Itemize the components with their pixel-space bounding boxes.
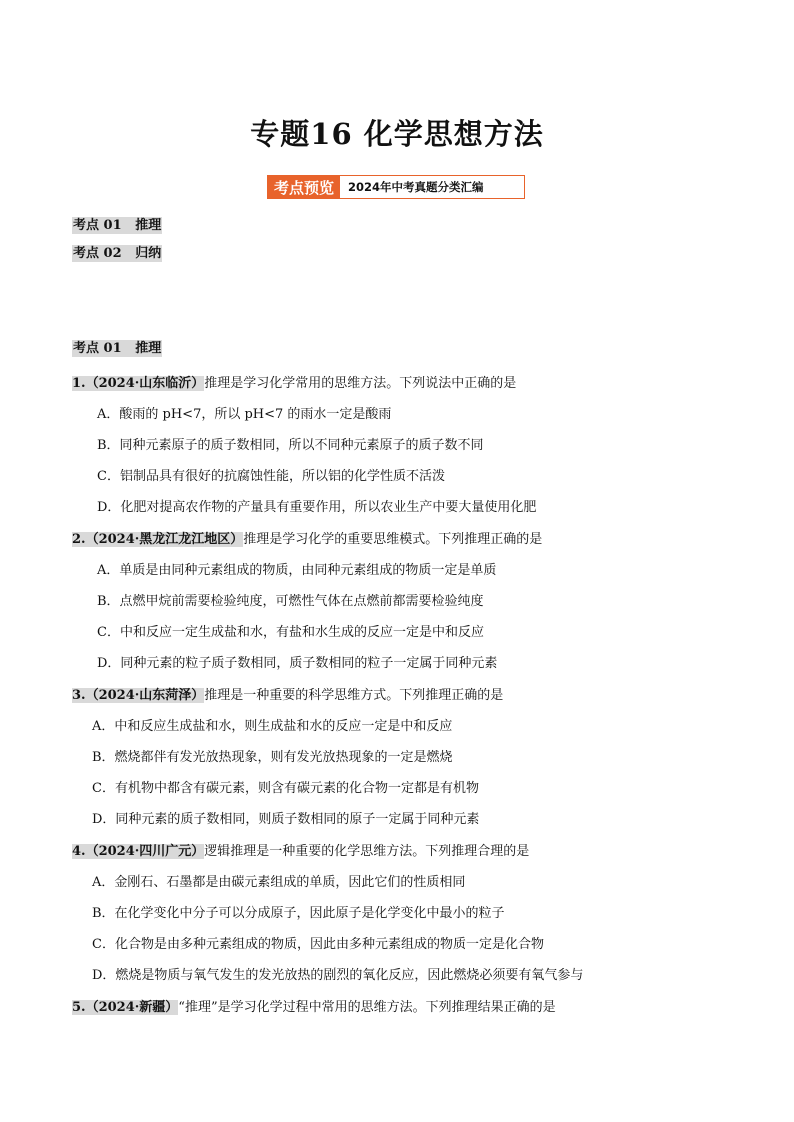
section-heading-label: 考点 01 推理 — [73, 341, 162, 356]
question-stem: 推理是学习化学常用的思维方法。下列说法中正确的是 — [204, 376, 517, 391]
question-number: 1. — [72, 376, 86, 391]
question — [72, 996, 556, 1015]
option: D．化肥对提高农作物的产量具有重要作用，所以农业生产中要大量使用化肥 — [97, 500, 537, 515]
option: D．同种元素的质子数相同，则质子数相同的原子一定属于同种元素 — [92, 812, 480, 827]
option: B．同种元素原子的质子数相同，所以不同种元素原子的质子数不同 — [97, 438, 484, 453]
question-source: （2024·黑龙江龙江地区） — [85, 532, 244, 547]
page-title: 专题16 化学思想方法 — [250, 117, 544, 151]
toc-item-label: 考点 01 推理 — [73, 218, 162, 233]
option: A．单质是由同种元素组成的物质，由同种元素组成的物质一定是单质 — [97, 563, 497, 578]
toc-item-label: 考点 02 归纳 — [73, 246, 162, 261]
option: A．中和反应生成盐和水，则生成盐和水的反应一定是中和反应 — [92, 719, 453, 734]
option: D．燃烧是物质与氧气发生的发光放热的剧烈的氧化反应，因此燃烧必须要有氧气参与 — [92, 968, 584, 983]
section-heading — [72, 337, 162, 356]
question-number: 3. — [72, 688, 86, 703]
toc-item — [72, 242, 162, 261]
question-number-source — [72, 532, 243, 547]
question-number-source — [72, 376, 204, 391]
question-stem: “推理”是学习化学过程中常用的思维方法。下列推理结果正确的是 — [178, 1000, 556, 1015]
option: B．在化学变化中分子可以分成原子，因此原子是化学变化中最小的粒子 — [92, 906, 505, 921]
option: A．金刚石、石墨都是由碳元素组成的单质，因此它们的性质相同 — [92, 875, 466, 890]
question-stem: 推理是学习化学的重要思维模式。下列推理正确的是 — [243, 532, 543, 547]
option: B．燃烧都伴有发光放热现象，则有发光放热现象的一定是燃烧 — [92, 750, 453, 765]
badge-text: 2024年中考真题分类汇编 — [348, 180, 484, 194]
question-source: （2024·山东菏泽） — [85, 688, 205, 703]
question — [72, 840, 529, 859]
option: B．点燃甲烷前需要检验纯度，可燃性气体在点燃前都需要检验纯度 — [97, 594, 484, 609]
badge-tag: 考点预览 — [268, 176, 340, 198]
question-number-source — [72, 844, 204, 859]
option: C．化合物是由多种元素组成的物质，因此由多种元素组成的物质一定是化合物 — [92, 937, 544, 952]
option: C．铝制品具有很好的抗腐蚀性能，所以铝的化学性质不活泼 — [97, 469, 445, 484]
option: D．同种元素的粒子质子数相同，质子数相同的粒子一定属于同种元素 — [97, 656, 498, 671]
question-number: 4. — [72, 844, 86, 859]
option: C．有机物中都含有碳元素，则含有碳元素的化合物一定都是有机物 — [92, 781, 479, 796]
question — [72, 372, 516, 391]
question-source: （2024·山东临沂） — [85, 376, 205, 391]
question-number: 2. — [72, 532, 86, 547]
toc-item — [72, 214, 162, 233]
question-number: 5. — [72, 1000, 86, 1015]
preview-badge — [267, 175, 525, 199]
question-number-source — [72, 1000, 178, 1015]
option: C．中和反应一定生成盐和水，有盐和水生成的反应一定是中和反应 — [97, 625, 484, 640]
question-stem: 逻辑推理是一种重要的化学思维方法。下列推理合理的是 — [204, 844, 530, 859]
question — [72, 528, 542, 547]
option: A．酸雨的 pH<7，所以 pH<7 的雨水一定是酸雨 — [97, 407, 392, 422]
question — [72, 684, 503, 703]
question-number-source — [72, 688, 204, 703]
question-source: （2024·四川广元） — [85, 844, 205, 859]
question-stem: 推理是一种重要的科学思维方式。下列推理正确的是 — [204, 688, 504, 703]
question-source: （2024·新疆） — [85, 1000, 179, 1015]
